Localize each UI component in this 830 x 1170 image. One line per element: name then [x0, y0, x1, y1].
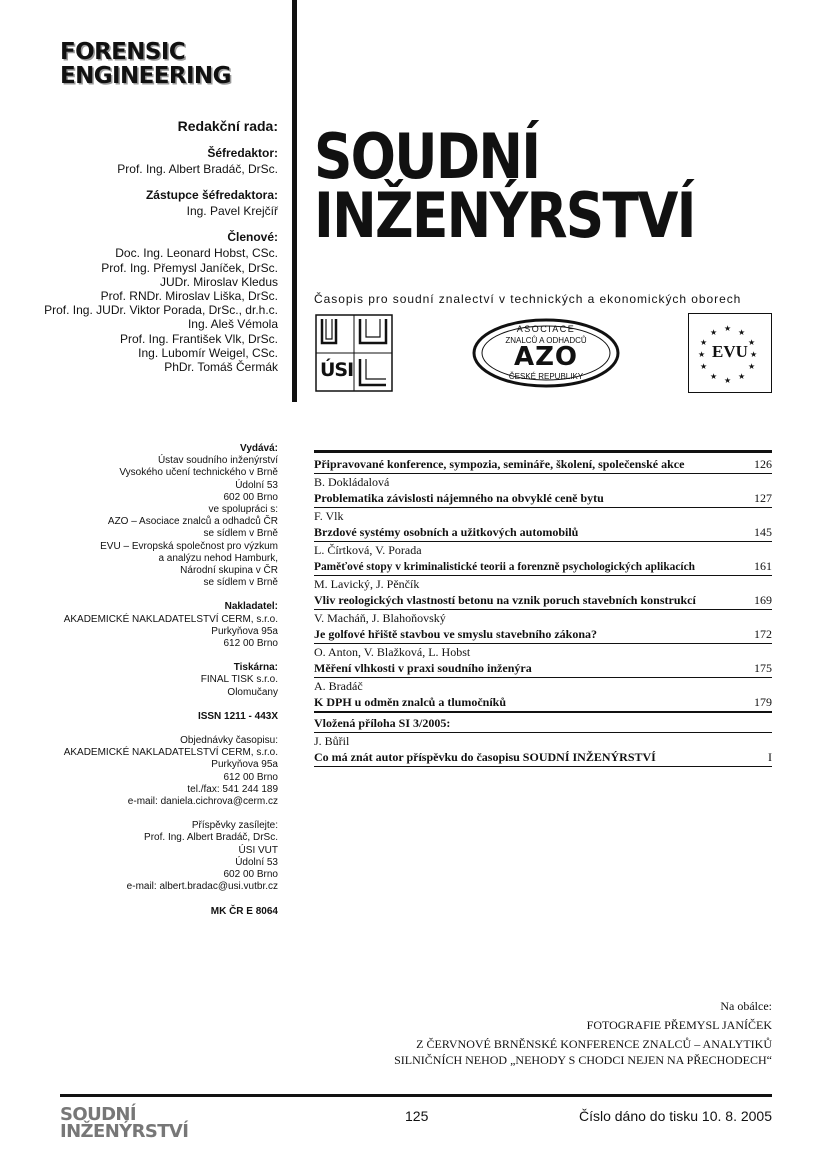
toc-entry-author: B. Dokládalová: [314, 475, 390, 489]
orders-block: [38, 735, 278, 808]
vydava-label: Vydává:: [240, 443, 278, 454]
evu-logo: [688, 313, 772, 393]
toc-entry-page: 161: [754, 559, 772, 573]
azo-logo: [472, 318, 620, 388]
tiskarna-line: FINAL TISK s.r.o.: [200, 674, 278, 686]
toc-entry-page: I: [768, 750, 772, 764]
toc-entry: [314, 732, 772, 766]
tiskarna-line: Olomučany: [227, 686, 278, 698]
toc-bottom-rule: [314, 766, 772, 767]
editorial-board: [44, 118, 278, 374]
toc-entry-author: V. Macháň, J. Blahoňovský: [314, 611, 446, 625]
toc-entry: [314, 541, 772, 575]
member-name: Doc. Ing. Leonard Hobst, CSc.: [115, 246, 278, 261]
toc-entry: [314, 575, 772, 609]
toc-entry-title: Paměťové stopy v kriminalistické teorii a forenzně psychologických aplikacích 161: [314, 559, 772, 573]
contrib-line: ÚSI VUT: [238, 844, 278, 856]
toc-entry-page: 172: [754, 627, 772, 641]
deputy-name: Ing. Pavel Krejčíř: [186, 204, 278, 219]
toc-entry-author: O. Anton, V. Blažková, L. Hobst: [314, 645, 471, 659]
vydava-line: EVU – Evropská společnost pro výzkum: [100, 540, 278, 552]
nakladatel-line: 612 00 Brno: [223, 638, 278, 650]
nakladatel-label: Nakladatel:: [224, 601, 278, 613]
toc-entry-author: J. Bůřil: [314, 734, 350, 748]
toc-entry-title: Měření vlhkosti v praxi soudního inženýra 175: [314, 661, 772, 675]
toc-entry: [314, 507, 772, 541]
vydava-line: 602 00 Brno: [223, 491, 278, 503]
board-heading: Redakční rada:: [177, 118, 278, 134]
toc-entry-title: Brzdové systémy osobních a užitkových automobilů 145: [314, 525, 772, 539]
toc-entry: [314, 450, 772, 473]
vydava-line: se sídlem v Brně: [203, 577, 278, 589]
member-name: Prof. Ing. JUDr. Viktor Porada, DrSc., dr.h.c.: [44, 303, 278, 318]
vertical-divider: [292, 0, 297, 402]
journal-title: [314, 120, 695, 252]
page-number: 125: [405, 1108, 429, 1124]
members-label: Členové:: [227, 230, 278, 245]
table-of-contents: [314, 450, 772, 767]
cover-label: Na obálce:: [720, 999, 772, 1013]
star-icon: ★: [698, 350, 706, 359]
vydava-line: se sídlem v Brně: [203, 528, 278, 540]
star-icon: ★: [748, 362, 756, 371]
vydava-line: Vysokého učení technického v Brně: [119, 467, 278, 479]
nakladatel-line: AKADEMICKÉ NAKLADATELSTVÍ CERM, s.r.o.: [63, 613, 278, 625]
star-icon: ★: [724, 324, 732, 333]
star-icon: ★: [710, 372, 718, 381]
usi-logo: [314, 313, 394, 393]
toc-entry-page: 145: [754, 525, 772, 539]
azo-top-text: ASOCIACE: [516, 324, 576, 334]
vydava-line: Ústav soudního inženýrství: [157, 455, 278, 467]
star-icon: ★: [748, 338, 756, 347]
contrib-email: e-mail: albert.bradac@usi.vutbr.cz: [126, 881, 278, 893]
member-name: Prof. RNDr. Miroslav Liška, DrSc.: [100, 289, 278, 304]
cover-line2: Z ČERVNOVÉ BRNĚNSKÉ KONFERENCE ZNALCŮ – ANALYTIKŮ: [416, 1037, 772, 1051]
star-icon: ★: [738, 328, 746, 337]
member-name: Prof. Ing. Přemysl Janíček, DrSc.: [101, 260, 278, 275]
members-list: [44, 246, 278, 374]
orders-line: 612 00 Brno: [223, 771, 278, 783]
toc-entry-title: K DPH u odměn znalců a tlumočníků 179: [314, 695, 772, 709]
editor-name: Prof. Ing. Albert Bradáč, DrSc.: [117, 162, 278, 176]
toc-entry-title: Vliv reologických vlastností betonu na vznik poruch stavebních konstrukcí 169: [314, 593, 772, 607]
star-icon: ★: [710, 328, 718, 337]
cover-line3: SILNIČNÍCH NEHOD „NEHODY S CHODCI NEJEN NA PŘECHODECH“: [394, 1053, 772, 1067]
forensic-line1: FORENSIC: [60, 39, 186, 65]
toc-entry: [314, 643, 772, 677]
footer-rule: [60, 1094, 772, 1097]
toc-entry-title: Vložená příloha SI 3/2005:: [314, 716, 451, 730]
star-icon: ★: [750, 350, 758, 359]
toc-entry-author: L. Čírtková, V. Porada: [314, 543, 422, 557]
member-name: Ing. Aleš Vémola: [187, 317, 278, 332]
deputy-label: Zástupce šéfredaktora:: [145, 188, 278, 203]
orders-line: Purkyňova 95a: [211, 759, 278, 771]
orders-line: Objednávky časopisu:: [180, 735, 278, 747]
toc-entry-page: 175: [754, 661, 772, 675]
usi-text: ÚSI: [320, 359, 354, 381]
toc-entry-title: Co má znát autor příspěvku do časopisu SOUDNÍ INŽENÝRSTVÍ I: [314, 750, 772, 764]
contrib-line: Příspěvky zasílejte:: [191, 820, 278, 832]
footer-logo-line1: SOUDNÍ: [60, 1104, 136, 1125]
toc-entry-page: 169: [754, 593, 772, 607]
azo-big-text: AZO: [513, 342, 579, 372]
toc-entry-author: A. Bradáč: [314, 679, 363, 693]
toc-entry: [314, 677, 772, 711]
orders-line: tel./fax: 541 244 189: [187, 783, 278, 795]
title-line1: SOUDNÍ: [314, 120, 540, 193]
toc-entry-author: F. Vlk: [314, 509, 344, 523]
editor-label: Šéfredaktor:: [207, 146, 278, 160]
toc-entry-title: Je golfové hřiště stavbou ve smyslu stavebního zákona? 172: [314, 627, 772, 641]
footer-logo-line2: INŽENÝRSTVÍ: [60, 1121, 189, 1142]
toc-entry-page: 127: [754, 491, 772, 505]
mk-registration: MK ČR E 8064: [210, 905, 278, 917]
issn: ISSN 1211 - 443X: [197, 710, 278, 722]
vydava-line: AZO – Asociace znalců a odhadců ČR: [107, 516, 278, 528]
vydava-line: ve spolupráci s:: [208, 504, 278, 516]
toc-entry: [314, 609, 772, 643]
star-icon: ★: [700, 338, 708, 347]
cover-line1: FOTOGRAFIE PŘEMYSL JANÍČEK: [586, 1018, 772, 1032]
member-name: Ing. Lubomír Weigel, CSc.: [138, 345, 278, 360]
forensic-engineering-logo: [60, 40, 231, 88]
evu-text: EVU: [712, 342, 748, 361]
star-icon: ★: [738, 372, 746, 381]
member-name: PhDr. Tomáš Čermák: [164, 360, 278, 375]
star-icon: ★: [700, 362, 708, 371]
toc-entry-page: 126: [754, 457, 772, 471]
azo-mid-text: ZNALCŮ A ODHADCŮ: [505, 336, 587, 345]
usi-logo-graphic: [314, 313, 394, 393]
toc-entry-page: 179: [754, 695, 772, 709]
vydava-line: Údolní 53: [235, 479, 278, 491]
print-date: Číslo dáno do tisku 10. 8. 2005: [578, 1108, 772, 1124]
toc-supplement-heading: [314, 711, 772, 732]
cover-info: [394, 998, 772, 1068]
contrib-line: 602 00 Brno: [223, 869, 278, 881]
forensic-line2: ENGINEERING: [60, 63, 231, 89]
journal-subtitle: Časopis pro soudní znalectví v technických a ekonomických oborech: [314, 292, 742, 306]
star-icon: ★: [724, 376, 732, 385]
title-line2: INŽENÝRSTVÍ: [314, 179, 695, 252]
toc-entry-title: Problematika závislosti nájemného na obvyklé ceně bytu 127: [314, 491, 772, 505]
orders-line: AKADEMICKÉ NAKLADATELSTVÍ CERM, s.r.o.: [63, 747, 278, 759]
toc-entry-author: M. Lavický, J. Pěnčík: [314, 577, 420, 591]
contrib-block: [38, 820, 278, 893]
publisher-info: [38, 443, 278, 918]
vydava-line: a analýzu nehod Hamburk,: [158, 552, 278, 564]
toc-entry-title: Připravované konference, sympozia, semináře, školení, společenské akce 126: [314, 457, 772, 471]
toc-entry: [314, 473, 772, 507]
contrib-line: Údolní 53: [235, 856, 278, 868]
footer-logo: [60, 1106, 188, 1140]
member-name: JUDr. Miroslav Kledus: [159, 274, 278, 289]
orders-email: e-mail: daniela.cichrova@cerm.cz: [127, 796, 278, 808]
nakladatel-line: Purkyňova 95a: [211, 625, 278, 637]
contrib-line: Prof. Ing. Albert Bradáč, DrSc.: [144, 832, 278, 844]
member-name: Prof. Ing. František Vlk, DrSc.: [119, 331, 278, 346]
azo-bottom-text: ČESKÉ REPUBLIKY: [508, 372, 584, 381]
tiskarna-label: Tiskárna:: [233, 662, 278, 674]
vydava-line: Národní skupina v ČR: [180, 565, 278, 577]
